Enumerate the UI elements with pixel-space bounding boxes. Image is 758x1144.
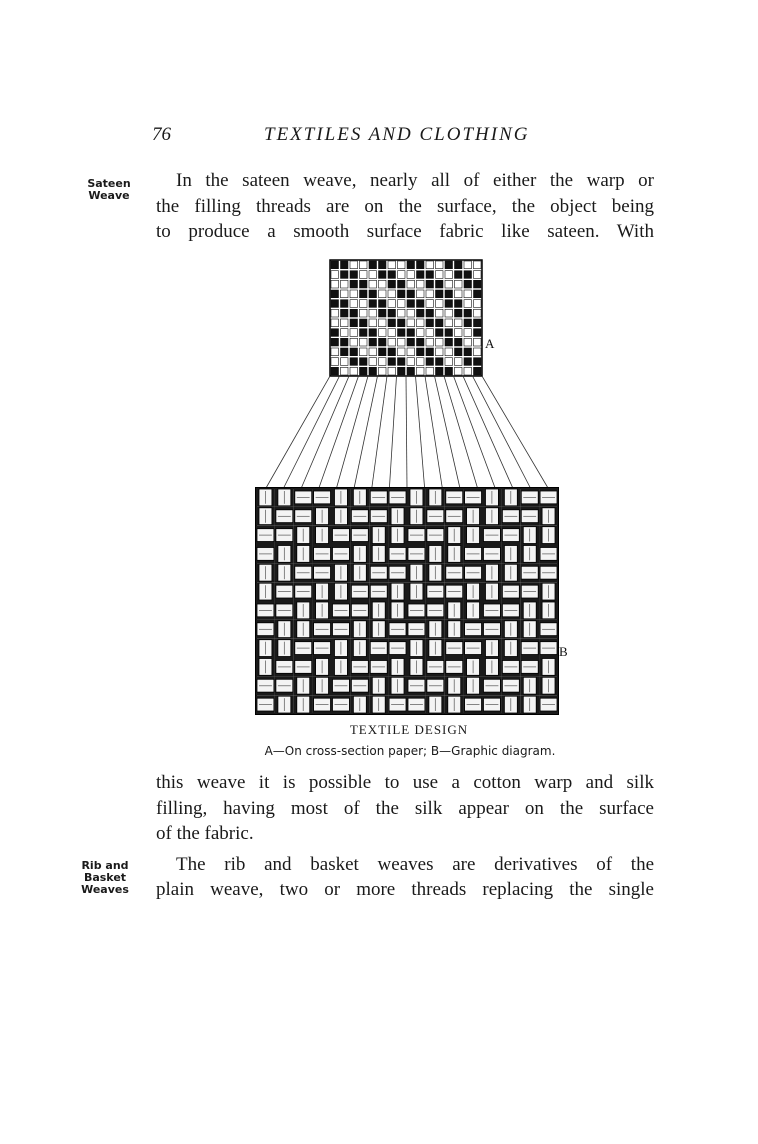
- grid-cell: [360, 367, 368, 375]
- grid-cell: [369, 290, 377, 298]
- grid-cell: [350, 271, 358, 279]
- grid-cell: [369, 280, 377, 288]
- grid-cell: [426, 300, 434, 308]
- grid-cell: [407, 367, 415, 375]
- grid-cell: [455, 280, 463, 288]
- grid-cell: [379, 290, 387, 298]
- running-head: TEXTILES AND CLOTHING: [264, 124, 530, 145]
- thread-guide-line: [482, 376, 548, 488]
- grid-cell: [341, 290, 349, 298]
- grid-cell: [331, 367, 339, 375]
- grid-cell: [388, 319, 396, 327]
- side-note-rib-basket-weaves: [70, 860, 140, 896]
- grid-cell: [369, 319, 377, 327]
- grid-cell: [350, 319, 358, 327]
- grid-cell: [474, 300, 482, 308]
- grid-cell: [379, 367, 387, 375]
- grid-cell: [426, 309, 434, 317]
- thread-guide-line: [454, 376, 496, 488]
- grid-cell: [474, 290, 482, 298]
- thread-guide-line: [416, 376, 425, 488]
- grid-cell: [474, 348, 482, 356]
- grid-cell: [388, 338, 396, 346]
- grid-cell: [398, 348, 406, 356]
- grid-cell: [369, 338, 377, 346]
- grid-cell: [407, 358, 415, 366]
- grid-cell: [398, 338, 406, 346]
- side-note-line: Weaves: [81, 883, 129, 896]
- grid-cell: [464, 338, 472, 346]
- grid-cell: [455, 261, 463, 269]
- grid-cell: [436, 300, 444, 308]
- grid-cell: [379, 271, 387, 279]
- paragraph-line: of the fabric.: [156, 823, 254, 844]
- grid-cell: [417, 280, 425, 288]
- grid-cell: [360, 348, 368, 356]
- grid-cell: [341, 309, 349, 317]
- grid-cell: [455, 348, 463, 356]
- side-note-sateen-weave: [74, 178, 144, 202]
- grid-cell: [455, 358, 463, 366]
- grid-cell: [388, 309, 396, 317]
- grid-cell: [331, 280, 339, 288]
- grid-cell: [360, 309, 368, 317]
- grid-cell: [331, 319, 339, 327]
- grid-cell: [379, 348, 387, 356]
- grid-cell: [417, 261, 425, 269]
- grid-cell: [341, 338, 349, 346]
- grid-cell: [474, 271, 482, 279]
- grid-cell: [398, 280, 406, 288]
- grid-cell: [388, 300, 396, 308]
- grid-cell: [417, 300, 425, 308]
- grid-cell: [398, 309, 406, 317]
- grid-cell: [464, 309, 472, 317]
- grid-cell: [388, 280, 396, 288]
- grid-cell: [417, 271, 425, 279]
- paragraph-line: this weave it is possible to use a cotton warp and silk: [156, 772, 654, 793]
- grid-cell: [350, 338, 358, 346]
- grid-cell: [341, 261, 349, 269]
- grid-cell: [445, 261, 453, 269]
- grid-cell: [436, 261, 444, 269]
- grid-cell: [360, 329, 368, 337]
- grid-cell: [360, 271, 368, 279]
- figure-label-b: B: [559, 644, 568, 659]
- grid-cell: [350, 290, 358, 298]
- grid-cell: [341, 329, 349, 337]
- grid-cell: [417, 367, 425, 375]
- grid-cell: [350, 309, 358, 317]
- grid-cell: [398, 367, 406, 375]
- grid-cell: [398, 300, 406, 308]
- paragraph-line: plain weave, two or more threads replacing the single: [156, 879, 654, 900]
- grid-cell: [474, 329, 482, 337]
- grid-cell: [341, 319, 349, 327]
- grid-cell: [464, 358, 472, 366]
- grid-cell: [407, 309, 415, 317]
- thread-guide-line: [284, 376, 340, 488]
- grid-cell: [369, 329, 377, 337]
- grid-cell: [464, 271, 472, 279]
- grid-cell: [445, 300, 453, 308]
- grid-cell: [398, 329, 406, 337]
- grid-cell: [388, 348, 396, 356]
- grid-cell: [436, 329, 444, 337]
- grid-cell: [369, 261, 377, 269]
- grid-cell: [426, 358, 434, 366]
- page-number: 76: [152, 124, 171, 145]
- thread-guide-line: [463, 376, 513, 488]
- grid-cell: [331, 338, 339, 346]
- grid-cell: [369, 300, 377, 308]
- grid-cell: [426, 348, 434, 356]
- grid-cell: [445, 338, 453, 346]
- grid-cell: [407, 261, 415, 269]
- thread-guide-line: [435, 376, 460, 488]
- textile-design-figure: [254, 258, 568, 716]
- grid-cell: [445, 329, 453, 337]
- paragraph-line: to produce a smooth surface fabric like sateen. With: [156, 221, 654, 242]
- grid-cell: [445, 367, 453, 375]
- grid-cell: [417, 348, 425, 356]
- grid-cell: [388, 261, 396, 269]
- grid-cell: [350, 261, 358, 269]
- grid-cell: [331, 348, 339, 356]
- grid-cell: [455, 271, 463, 279]
- grid-cell: [350, 280, 358, 288]
- grid-cell: [464, 261, 472, 269]
- grid-cell: [331, 271, 339, 279]
- grid-cell: [455, 367, 463, 375]
- grid-cell: [474, 338, 482, 346]
- grid-cell: [369, 367, 377, 375]
- grid-cell: [369, 358, 377, 366]
- weave-diagram: [254, 258, 568, 716]
- paragraph-line: In the sateen weave, nearly all of either the warp or: [176, 170, 654, 191]
- grid-cell: [464, 329, 472, 337]
- grid-cell: [455, 319, 463, 327]
- grid-cell: [417, 290, 425, 298]
- thread-guide-line: [266, 376, 330, 488]
- grid-cell: [455, 309, 463, 317]
- grid-cell: [379, 358, 387, 366]
- grid-cell: [436, 309, 444, 317]
- grid-cell: [455, 329, 463, 337]
- grid-cell: [360, 338, 368, 346]
- paragraph-line: the filling threads are on the surface, the object being: [156, 196, 654, 217]
- grid-cell: [331, 300, 339, 308]
- grid-cell: [445, 358, 453, 366]
- grid-cell: [436, 319, 444, 327]
- grid-cell: [474, 280, 482, 288]
- grid-cell: [331, 358, 339, 366]
- grid-cell: [445, 271, 453, 279]
- grid-cell: [398, 261, 406, 269]
- grid-cell: [369, 309, 377, 317]
- grid-cell: [388, 358, 396, 366]
- grid-cell: [379, 319, 387, 327]
- grid-cell: [407, 271, 415, 279]
- grid-cell: [426, 271, 434, 279]
- grid-cell: [388, 367, 396, 375]
- grid-cell: [350, 358, 358, 366]
- grid-cell: [350, 348, 358, 356]
- grid-cell: [388, 290, 396, 298]
- grid-cell: [407, 319, 415, 327]
- grid-cell: [341, 280, 349, 288]
- grid-cell: [379, 338, 387, 346]
- grid-cell: [417, 309, 425, 317]
- grid-cell: [436, 271, 444, 279]
- grid-cell: [474, 319, 482, 327]
- grid-cell: [455, 338, 463, 346]
- grid-cell: [341, 271, 349, 279]
- grid-cell: [341, 367, 349, 375]
- grid-cell: [360, 319, 368, 327]
- grid-cell: [426, 367, 434, 375]
- grid-cell: [417, 338, 425, 346]
- grid-cell: [445, 319, 453, 327]
- grid-cell: [398, 290, 406, 298]
- grid-cell: [426, 319, 434, 327]
- grid-cell: [350, 300, 358, 308]
- grid-cell: [445, 280, 453, 288]
- grid-cell: [436, 367, 444, 375]
- side-note-line: Rib and: [81, 859, 129, 872]
- grid-cell: [407, 300, 415, 308]
- side-note-line: Sateen: [87, 177, 131, 190]
- grid-cell: [407, 280, 415, 288]
- grid-cell: [341, 358, 349, 366]
- grid-cell: [407, 338, 415, 346]
- figure-label-a: A: [485, 336, 495, 351]
- grid-cell: [464, 280, 472, 288]
- grid-cell: [474, 358, 482, 366]
- grid-cell: [331, 329, 339, 337]
- grid-cell: [426, 338, 434, 346]
- grid-cell: [464, 300, 472, 308]
- grid-cell: [331, 309, 339, 317]
- grid-cell: [445, 309, 453, 317]
- grid-cell: [464, 367, 472, 375]
- paragraph-line: The rib and basket weaves are derivatives of the: [176, 854, 654, 875]
- page-header: [150, 124, 660, 152]
- grid-cell: [426, 290, 434, 298]
- grid-cell: [436, 280, 444, 288]
- grid-cell: [436, 338, 444, 346]
- grid-cell: [474, 309, 482, 317]
- grid-cell: [417, 329, 425, 337]
- grid-cell: [341, 348, 349, 356]
- grid-cell: [417, 319, 425, 327]
- grid-cell: [464, 319, 472, 327]
- grid-cell: [360, 290, 368, 298]
- grid-cell: [426, 261, 434, 269]
- grid-cell: [360, 358, 368, 366]
- grid-cell: [407, 329, 415, 337]
- grid-cell: [426, 329, 434, 337]
- grid-cell: [417, 358, 425, 366]
- grid-cell: [436, 358, 444, 366]
- thread-guide-line: [389, 376, 396, 488]
- side-note-line: Weave: [88, 189, 130, 202]
- grid-cell: [455, 300, 463, 308]
- figure-caption-text: A—On cross-section paper; B—Graphic diagram.: [264, 744, 556, 758]
- grid-cell: [369, 348, 377, 356]
- figure-caption-title: TEXTILE DESIGN: [349, 722, 469, 737]
- grid-cell: [436, 348, 444, 356]
- grid-cell: [379, 300, 387, 308]
- grid-cell: [331, 261, 339, 269]
- grid-cell: [360, 300, 368, 308]
- grid-cell: [426, 280, 434, 288]
- grid-cell: [445, 290, 453, 298]
- grid-cell: [379, 261, 387, 269]
- grid-cell: [360, 280, 368, 288]
- grid-cell: [379, 280, 387, 288]
- grid-cell: [445, 348, 453, 356]
- grid-cell: [369, 271, 377, 279]
- grid-cell: [379, 329, 387, 337]
- grid-cell: [407, 348, 415, 356]
- grid-cell: [350, 329, 358, 337]
- thread-guide-line: [444, 376, 478, 488]
- grid-cell: [388, 271, 396, 279]
- grid-cell: [379, 309, 387, 317]
- grid-cell: [407, 290, 415, 298]
- grid-cell: [341, 300, 349, 308]
- thread-guide-line: [406, 376, 407, 488]
- grid-cell: [398, 319, 406, 327]
- grid-cell: [360, 261, 368, 269]
- grid-cell: [350, 367, 358, 375]
- side-note-line: Basket: [83, 871, 127, 884]
- grid-cell: [474, 367, 482, 375]
- paragraph-line: filling, having most of the silk appear on the surface: [156, 798, 654, 819]
- grid-cell: [331, 290, 339, 298]
- grid-cell: [474, 261, 482, 269]
- grid-cell: [398, 358, 406, 366]
- grid-cell: [464, 348, 472, 356]
- grid-cell: [436, 290, 444, 298]
- grid-cell: [455, 290, 463, 298]
- thread-guide-line: [473, 376, 531, 488]
- grid-cell: [398, 271, 406, 279]
- thread-guide-line: [425, 376, 442, 488]
- grid-cell: [388, 329, 396, 337]
- grid-cell: [464, 290, 472, 298]
